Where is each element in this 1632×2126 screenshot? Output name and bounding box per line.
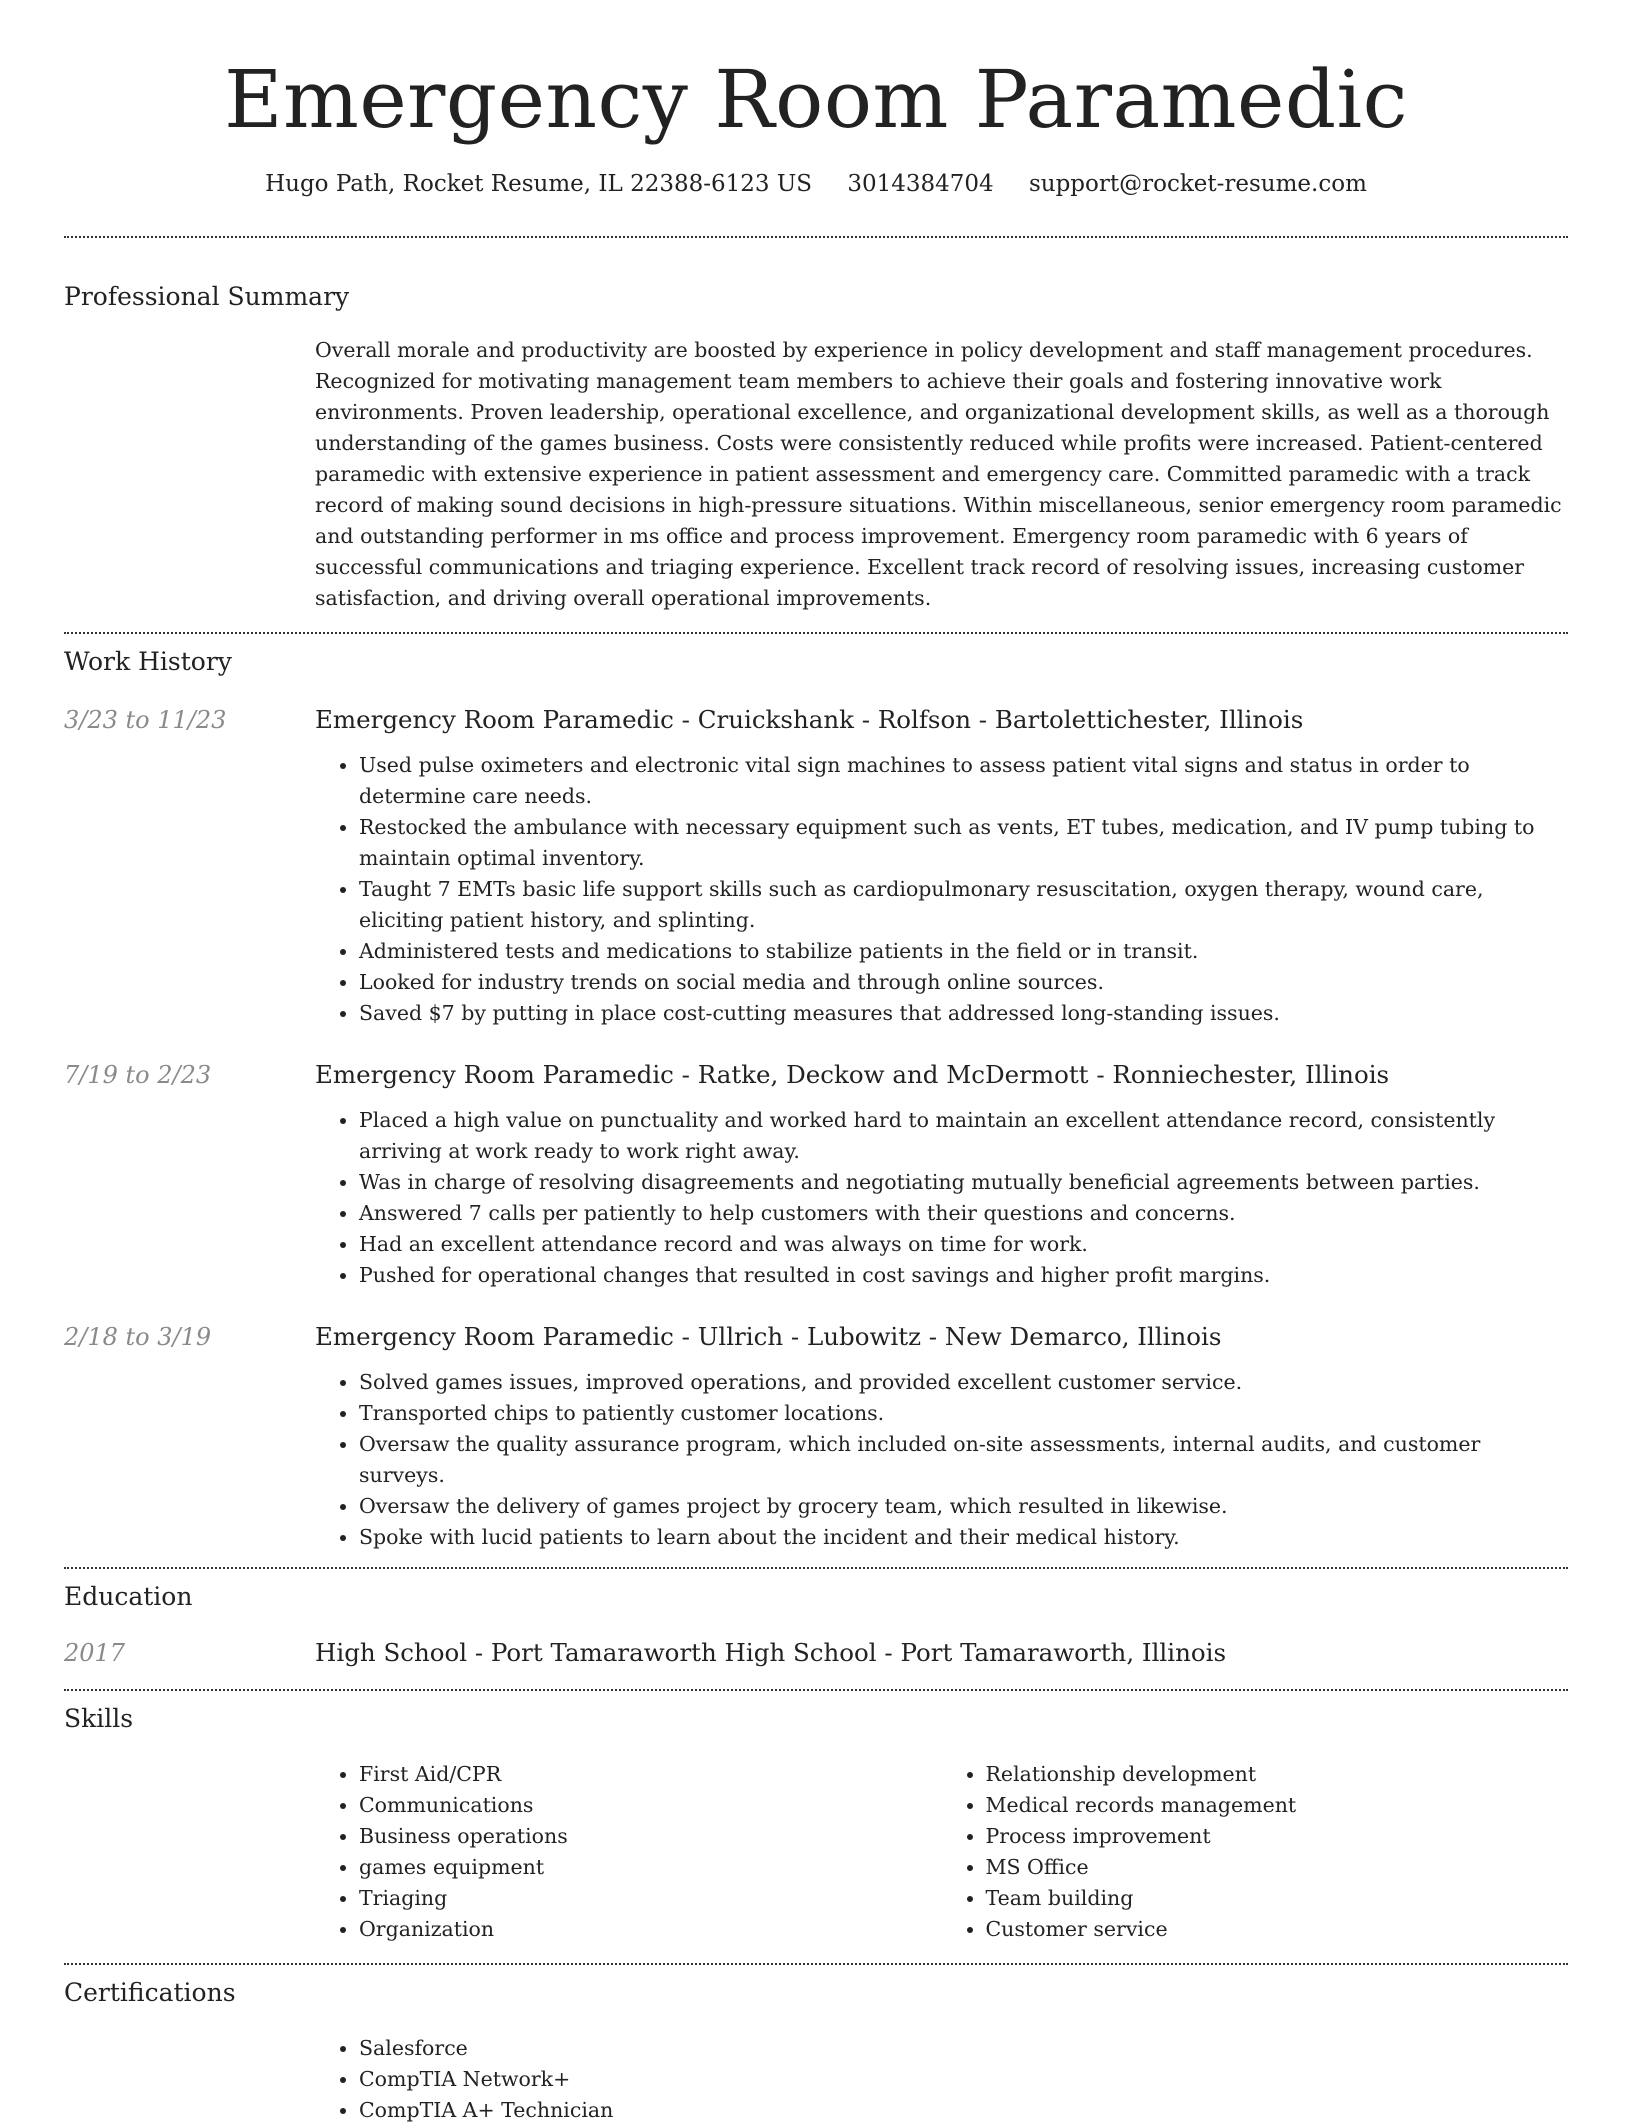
skill-item: • Communications — [359, 1790, 942, 1821]
job-dates: 2/18 to 3/19 — [64, 1323, 212, 1351]
education-heading: High School - Port Tamaraworth High School - Port Tamaraworth, Illinois — [315, 1638, 1227, 1667]
skill-item: • Organization — [359, 1914, 942, 1945]
job-bullet: • Taught 7 EMTs basic life support skills such as cardiopulmonary resuscitation, oxygen therapy, wound care, eliciting patient history, and splinting. — [359, 874, 1568, 936]
job-bullet: • Oversaw the quality assurance program, which included on-site assessments, internal audits, and customer surveys. — [359, 1429, 1568, 1491]
job-bullets — [315, 1367, 1568, 1553]
contact-phone: 3014384704 — [847, 171, 994, 197]
job-entry — [64, 1319, 1568, 1553]
skill-item: • Business operations — [359, 1821, 942, 1852]
certification-item: • CompTIA Network+ — [359, 2064, 1568, 2095]
job-bullet: • Looked for industry trends on social media and through online sources. — [359, 967, 1568, 998]
summary-text: Overall morale and productivity are boosted by experience in policy development and staff management procedures. Recognized for motivating management team members to achieve their goals and fostering innovative work environments. Proven leadership, operational excellence, and organizational development skills, as well as a thorough understanding of the games business. Costs were consistently reduced while profits were increased. Patient-centered paramedic with extensive experience in patient assessment and emergency care. Committed paramedic with a track record of making sound decisions in high-pressure situations. Within miscellaneous, senior emergency room paramedic and outstanding performer in ms office and process improvement. Emergency room paramedic with 6 years of successful communications and triaging experience. Excellent track record of resolving issues, increasing customer satisfaction, and driving overall operational improvements. — [315, 338, 1562, 610]
resume-title: Emergency Room Paramedic — [224, 53, 1408, 146]
job-bullet: • Solved games issues, improved operations, and provided excellent customer service. — [359, 1367, 1568, 1398]
job-bullet: • Answered 7 calls per patiently to help customers with their questions and concerns. — [359, 1198, 1568, 1229]
skill-item: • Triaging — [359, 1883, 942, 1914]
job-heading: Emergency Room Paramedic - Ullrich - Lubowitz - New Demarco, Illinois — [315, 1322, 1222, 1351]
contact-address: Hugo Path, Rocket Resume, IL 22388-6123 US — [265, 171, 812, 197]
section-divider — [64, 632, 1568, 634]
skill-item: • Relationship development — [986, 1759, 1569, 1790]
skill-item: • Process improvement — [986, 1821, 1569, 1852]
section-divider — [64, 1689, 1568, 1691]
job-bullet: • Pushed for operational changes that resulted in cost savings and higher profit margins. — [359, 1260, 1568, 1291]
job-bullet: • Spoke with lucid patients to learn about the incident and their medical history. — [359, 1522, 1568, 1553]
skill-item: • Customer service — [986, 1914, 1569, 1945]
skill-item: • games equipment — [359, 1852, 942, 1883]
skill-item: • Medical records management — [986, 1790, 1569, 1821]
resume-page — [64, 0, 1568, 2126]
skills-list — [315, 1759, 1568, 1963]
job-entry — [64, 702, 1568, 1029]
section-divider — [64, 1963, 1568, 1965]
job-bullet: • Saved $7 by putting in place cost-cutting measures that addressed long-standing issues. — [359, 998, 1568, 1029]
skills-section-title: Skills — [64, 1704, 134, 1733]
contact-line — [64, 168, 1568, 200]
certifications-list — [315, 2033, 1568, 2126]
job-bullet: • Had an excellent attendance record and was always on time for work. — [359, 1229, 1568, 1260]
job-bullet: • Placed a high value on punctuality and worked hard to maintain an excellent attendance record, consistently arriving at work ready to work right away. — [359, 1105, 1568, 1167]
job-bullet: • Administered tests and medications to stabilize patients in the field or in transit. — [359, 936, 1568, 967]
job-dates: 7/19 to 2/23 — [64, 1061, 212, 1089]
job-bullet: • Transported chips to patiently customer locations. — [359, 1398, 1568, 1429]
education-entry — [64, 1635, 1568, 1671]
section-divider — [64, 236, 1568, 238]
job-entry — [64, 1057, 1568, 1291]
job-bullet: • Used pulse oximeters and electronic vital sign machines to assess patient vital signs and status in order to determine care needs. — [359, 750, 1568, 812]
certifications-section-title: Certifications — [64, 1978, 236, 2007]
skill-item: • First Aid/CPR — [359, 1759, 942, 1790]
job-bullet: • Was in charge of resolving disagreements and negotiating mutually beneficial agreements between parties. — [359, 1167, 1568, 1198]
education-section-title: Education — [64, 1582, 193, 1611]
job-bullets — [315, 1105, 1568, 1291]
skills-column-right — [942, 1759, 1569, 1945]
work-history-section-title: Work History — [64, 647, 232, 676]
skill-item: • MS Office — [986, 1852, 1569, 1883]
skill-item: • Team building — [986, 1883, 1569, 1914]
section-divider — [64, 1567, 1568, 1569]
education-year: 2017 — [64, 1639, 126, 1667]
certification-item: • Salesforce — [359, 2033, 1568, 2064]
job-heading: Emergency Room Paramedic - Cruickshank - Rolfson - Bartolettichester, Illinois — [315, 705, 1304, 734]
job-bullets — [315, 750, 1568, 1029]
job-heading: Emergency Room Paramedic - Ratke, Deckow and McDermott - Ronniechester, Illinois — [315, 1060, 1390, 1089]
contact-email: support@rocket-resume.com — [1028, 171, 1367, 197]
summary-section-title: Professional Summary — [64, 282, 350, 311]
certification-item: • CompTIA A+ Technician — [359, 2095, 1568, 2126]
job-dates: 3/23 to 11/23 — [64, 706, 227, 734]
skills-column-left — [315, 1759, 942, 1945]
job-bullet: • Restocked the ambulance with necessary equipment such as vents, ET tubes, medication, and IV pump tubing to maintain optimal inventory. — [359, 812, 1568, 874]
job-bullet: • Oversaw the delivery of games project by grocery team, which resulted in likewise. — [359, 1491, 1568, 1522]
